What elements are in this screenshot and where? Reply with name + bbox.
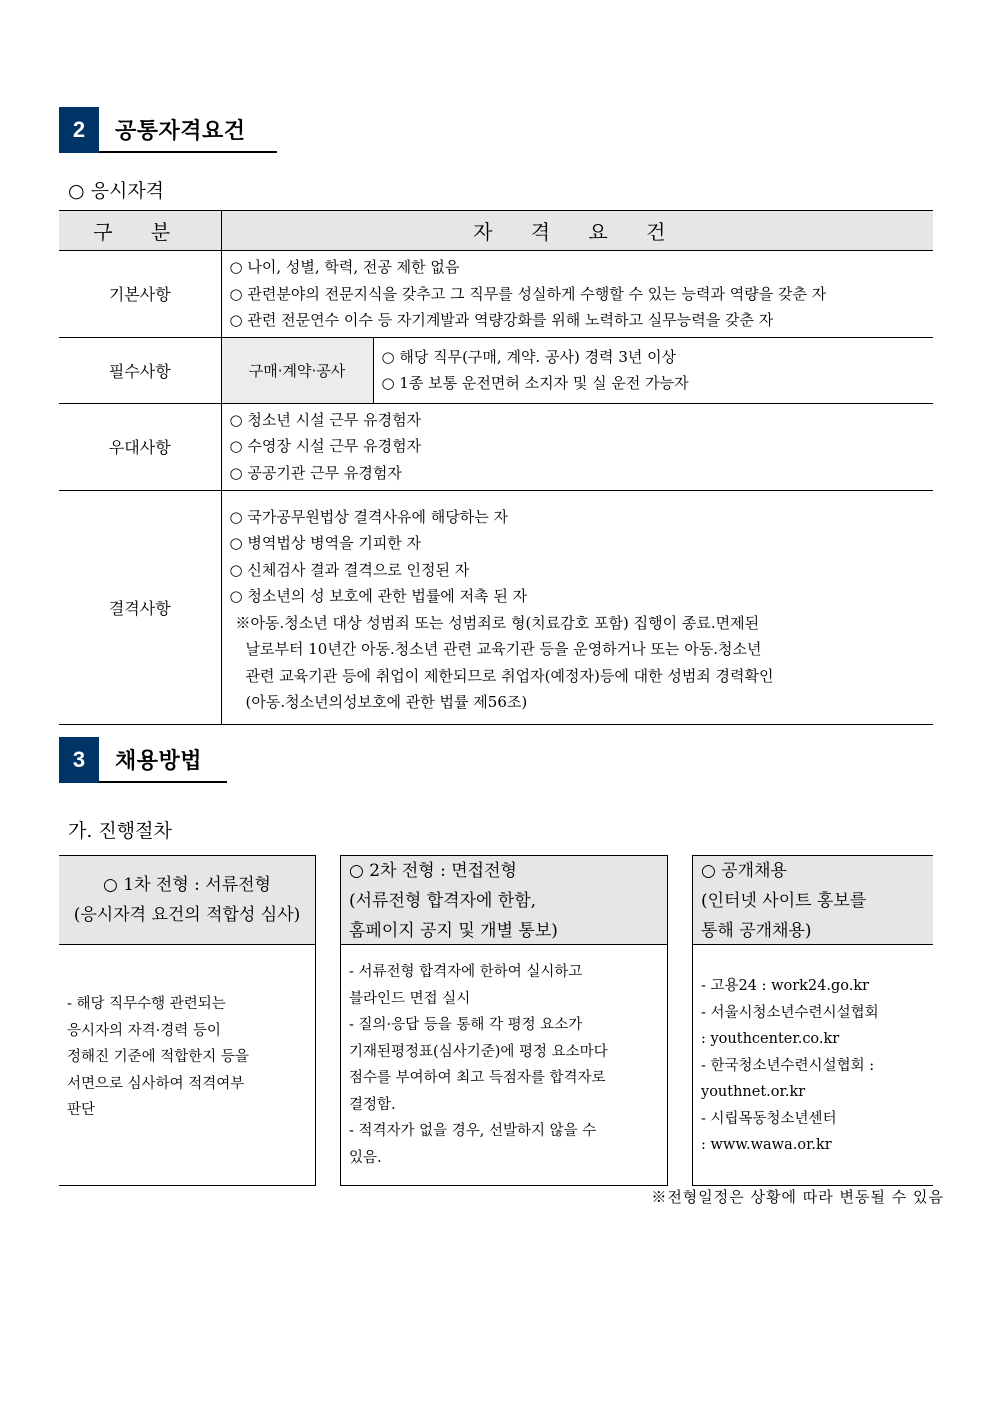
row-label-disqualified: 결격사항: [59, 490, 221, 724]
box-body-line: - 서울시청소년수련시설협회: [701, 1004, 879, 1021]
list-item: ○ 관련분야의 전문지식을 갖추고 그 직무를 성실하게 수행할 수 있는 능력과 역량을 갖춘 자: [229, 284, 827, 303]
section-title: 공통자격요건: [99, 107, 277, 153]
column-header-requirements: 자 격 요 건: [221, 211, 933, 251]
box-header-line: 홈페이지 공지 및 개별 통보): [349, 921, 558, 941]
list-item: ○ 해당 직무(구매, 계약. 공사) 경력 3년 이상: [381, 347, 677, 366]
row-sublabel-procurement: 구매·계약·공사: [221, 337, 373, 403]
box-header-line: 통해 공개채용): [701, 921, 812, 941]
note-line: (아동.청소년의성보호에 관한 법률 제56조): [245, 693, 528, 711]
box-body: [340, 945, 668, 1186]
box-body-line: 결정함.: [349, 1096, 396, 1113]
list-item: ○ 나이, 성별, 학력, 전공 제한 없음: [229, 258, 460, 276]
row-label-preferred: 우대사항: [59, 403, 221, 490]
section-title: 채용방법: [99, 737, 227, 783]
box-body-line: 응시자의 자격·경력 등이: [67, 1022, 221, 1039]
table-header-row: [59, 211, 933, 251]
box-body-line: 기재된평정표(심사기준)에 평정 요소마다: [349, 1043, 608, 1060]
row-content-basic: [221, 251, 933, 338]
subheading-procedure: 가. 진행절차: [68, 820, 172, 842]
list-item: ○ 청소년의 성 보호에 관한 법률에 저촉 된 자: [229, 587, 528, 605]
row-content-preferred: [221, 403, 933, 490]
row-content-required: [373, 337, 933, 403]
list-item: ○ 청소년 시설 근무 유경험자: [229, 410, 422, 429]
procedure-box-document-screening: [59, 855, 316, 1186]
box-body: [59, 945, 316, 1186]
eligibility-table: [59, 210, 933, 725]
box-body-line: youthnet.or.kr: [701, 1084, 806, 1100]
box-body-line: : youthcenter.co.kr: [701, 1031, 840, 1047]
box-header-line: (응시자격 요건의 적합성 심사): [73, 905, 301, 925]
box-header-line: (인터넷 사이트 홍보를: [701, 891, 867, 911]
section-number-badge: 3: [59, 737, 99, 783]
list-item: ○ 관련 전문연수 이수 등 자기계발과 역량강화를 위해 노력하고 실무능력을 갖춘 자: [229, 311, 774, 329]
box-body-line: - 시립목동청소년센터: [701, 1110, 837, 1127]
box-body-line: - 고용24 : work24.go.kr: [701, 978, 870, 994]
table-row-disqualified: [59, 490, 933, 724]
box-body-line: - 해당 직무수행 관련되는: [67, 996, 226, 1012]
box-body-line: 블라인드 면접 실시: [349, 990, 471, 1007]
box-body-line: - 적격자가 없을 경우, 선발하지 않을 수: [349, 1123, 597, 1139]
box-body-line: - 서류전형 합격자에 한하여 실시하고: [349, 964, 583, 980]
box-header: [340, 855, 668, 945]
box-body-line: - 질의·응답 등을 통해 각 평정 요소가: [349, 1017, 583, 1033]
box-body-line: 정해진 기준에 적합한지 등을: [67, 1049, 249, 1065]
note-line: ※아동.청소년 대상 성범죄 또는 성범죄로 형(치료감호 포함) 집행이 종료.면제된: [235, 613, 760, 632]
row-content-disqualified: [221, 490, 933, 724]
procedure-box-interview: [340, 855, 668, 1186]
box-body-line: 있음.: [349, 1149, 382, 1166]
note-line: 관련 교육기관 등에 취업이 제한되므로 취업자(예정자)등에 대한 성범죄 경력확인: [245, 666, 774, 685]
box-body-line: 서면으로 심사하여 적격여부: [67, 1075, 245, 1092]
section-2-heading: [59, 107, 277, 153]
list-item: ○ 병역법상 병역을 기피한 자: [229, 534, 422, 552]
column-header-category: 구 분: [59, 211, 221, 251]
list-item: ○ 수영장 시설 근무 유경험자: [229, 437, 422, 456]
row-label-basic: 기본사항: [59, 251, 221, 338]
note-line: 날로부터 10년간 아동.청소년 관련 교육기관 등을 운영하거나 또는 아동.청소년: [245, 640, 762, 658]
box-body-line: : www.wawa.or.kr: [701, 1137, 832, 1153]
schedule-footnote: ※전형일정은 상황에 따라 변동될 수 있음: [651, 1188, 944, 1206]
box-body: [692, 945, 933, 1186]
box-header-line: ○ 2차 전형 : 면접전형: [349, 861, 517, 881]
box-body-line: 판단: [67, 1102, 96, 1118]
section-number-badge: 2: [59, 107, 99, 153]
list-item: ○ 1종 보통 운전면허 소지자 및 실 운전 가능자: [381, 374, 689, 392]
subheading-eligibility: ○ 응시자격: [68, 180, 165, 202]
procedure-box-public-recruitment: [692, 855, 933, 1186]
box-header-line: ○ 1차 전형 : 서류전형: [103, 875, 271, 895]
list-item: ○ 공공기관 근무 유경험자: [229, 463, 402, 482]
box-header: [692, 855, 933, 945]
box-body-line: - 한국청소년수련시설협회 :: [701, 1057, 875, 1074]
box-header-line: ○ 공개채용: [701, 861, 787, 881]
row-label-required: 필수사항: [59, 337, 221, 403]
table-row-basic: [59, 251, 933, 338]
box-body-line: 점수를 부여하여 최고 득점자를 합격자로: [349, 1070, 606, 1086]
table-row-required: [59, 337, 933, 403]
list-item: ○ 국가공무원법상 결격사유에 해당하는 자: [229, 507, 508, 526]
list-item: ○ 신체검사 결과 결격으로 인정된 자: [229, 560, 470, 579]
box-header: [59, 855, 316, 945]
section-3-heading: [59, 737, 227, 783]
box-header-line: (서류전형 합격자에 한함,: [349, 891, 537, 911]
table-row-preferred: [59, 403, 933, 490]
